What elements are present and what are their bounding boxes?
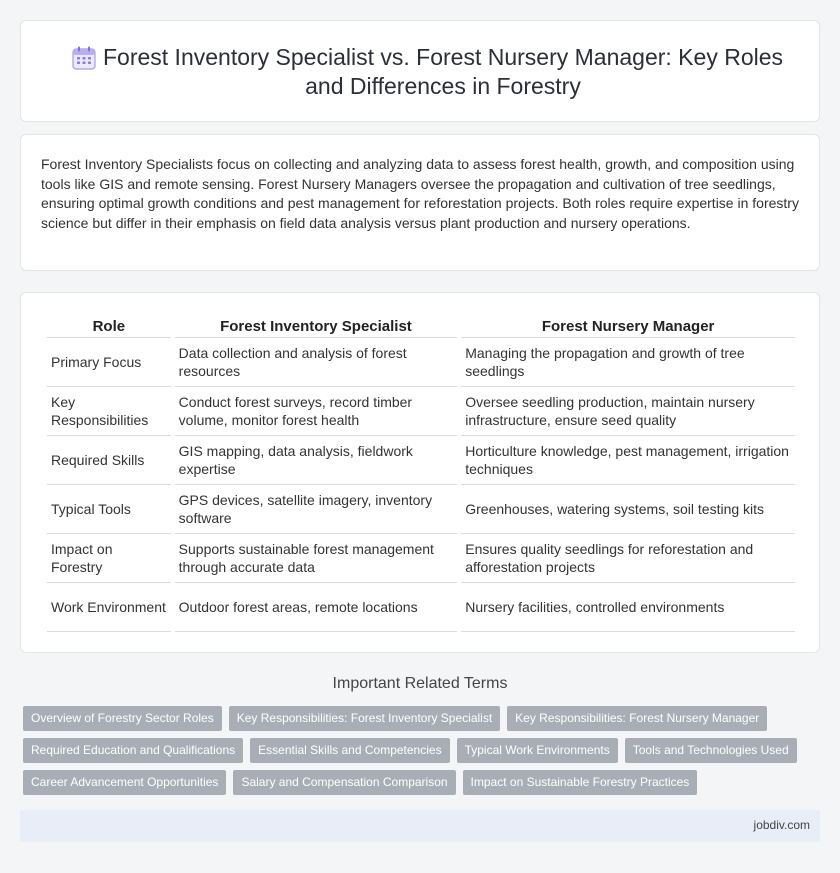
intro-card	[20, 134, 820, 271]
row-label: Impact on Forestry	[47, 534, 171, 583]
column-header-role: Role	[47, 315, 171, 338]
table-cell: Oversee seedling production, maintain nursery infrastructure, ensure seed quality	[461, 387, 795, 436]
table-cell: Greenhouses, watering systems, soil testing kits	[461, 485, 795, 534]
related-term-tag[interactable]: Key Responsibilities: Forest Nursery Manager	[507, 706, 767, 731]
related-term-tag[interactable]: Tools and Technologies Used	[625, 738, 797, 763]
table-row	[47, 338, 795, 387]
header-card	[20, 20, 820, 122]
related-term-tag[interactable]: Career Advancement Opportunities	[23, 770, 226, 795]
column-header-nursery-manager: Forest Nursery Manager	[461, 315, 795, 338]
column-header-inventory-specialist: Forest Inventory Specialist	[175, 315, 458, 338]
table-row	[47, 387, 795, 436]
related-terms-heading: Important Related Terms	[332, 675, 508, 692]
related-terms-list	[23, 706, 803, 795]
intro-paragraph: Forest Inventory Specialists focus on collecting and analyzing data to assess forest health, growth, and composition using tools like GIS and remote sensing. Forest Nursery Managers oversee the propagation and cultivation of tree seedlings, ensuring optimal growth conditions and pest management for reforestation projects. Both roles require expertise in forestry science but differ in their emphasis on field data analysis versus plant production and nursery operations.	[41, 156, 799, 231]
related-term-tag[interactable]: Key Responsibilities: Forest Inventory Specialist	[229, 706, 500, 731]
table-cell: Conduct forest surveys, record timber volume, monitor forest health	[175, 387, 458, 436]
row-label: Work Environment	[47, 583, 171, 632]
table-cell: Supports sustainable forest management through accurate data	[175, 534, 458, 583]
table-cell: Nursery facilities, controlled environments	[461, 583, 795, 632]
row-label: Key Responsibilities	[47, 387, 171, 436]
row-label: Primary Focus	[47, 338, 171, 387]
table-cell: GIS mapping, data analysis, fieldwork expertise	[175, 436, 458, 485]
table-cell: Data collection and analysis of forest resources	[175, 338, 458, 387]
table-row	[47, 485, 795, 534]
related-term-tag[interactable]: Required Education and Qualifications	[23, 738, 243, 763]
table-cell: Horticulture knowledge, pest management, irrigation techniques	[461, 436, 795, 485]
table-cell: Outdoor forest areas, remote locations	[175, 583, 458, 632]
related-term-tag[interactable]: Typical Work Environments	[457, 738, 618, 763]
related-term-tag[interactable]: Essential Skills and Competencies	[250, 738, 449, 763]
table-row	[47, 534, 795, 583]
comparison-card	[20, 292, 820, 653]
table-cell: Ensures quality seedlings for reforestation and afforestation projects	[461, 534, 795, 583]
site-link[interactable]: jobdiv.com	[753, 818, 810, 832]
page-title: Forest Inventory Specialist vs. Forest Nursery Manager: Key Roles and Differences in Forestry	[102, 44, 784, 99]
table-cell: GPS devices, satellite imagery, inventory software	[175, 485, 458, 534]
table-header-row	[47, 315, 795, 338]
comparison-table	[43, 315, 799, 632]
table-cell: Managing the propagation and growth of tree seedlings	[461, 338, 795, 387]
related-term-tag[interactable]: Impact on Sustainable Forestry Practices	[463, 770, 698, 795]
table-row	[47, 436, 795, 485]
row-label: Required Skills	[47, 436, 171, 485]
footer-bar	[20, 810, 820, 842]
table-row	[47, 583, 795, 632]
related-term-tag[interactable]: Salary and Compensation Comparison	[233, 770, 455, 795]
related-term-tag[interactable]: Overview of Forestry Sector Roles	[23, 706, 222, 731]
row-label: Typical Tools	[47, 485, 171, 534]
